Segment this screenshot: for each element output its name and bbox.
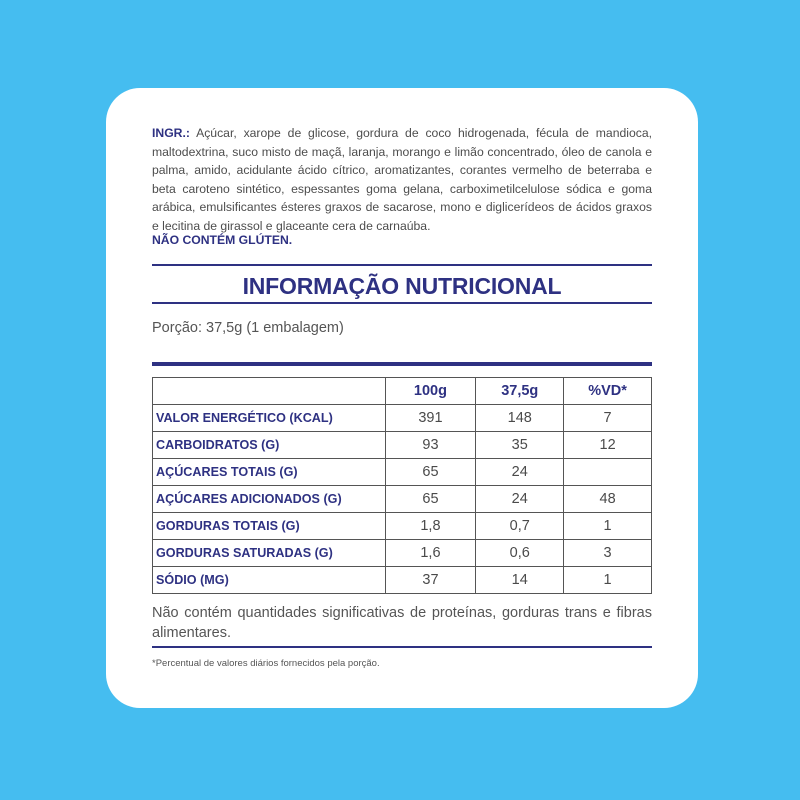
nutrition-table [152, 377, 652, 594]
ingredients-list: Açúcar, xarope de glicose, gordura de coco hidrogenada, fécula de mandioca, maltodextrina, suco misto de maçã, laranja, morango e limão concentrado, óleo de canola e palma, amido, acidulante ácido cítrico, aromatizantes, corantes vermelho de beterraba e beta caroteno sintético, espessantes goma gelana, carboximetilcelulose sódica e goma arábica, emulsificantes ésteres graxos de sacarose, mono e diglicerídeos de ácidos graxos e lecitina de girassol e glaceante cera de carnaúba. [152, 126, 652, 233]
row-label: CARBOIDRATOS (G) [153, 432, 386, 459]
row-vd: 3 [564, 540, 652, 567]
ingredients-text [152, 124, 652, 236]
row-vd: 1 [564, 513, 652, 540]
header-vd: %VD* [564, 378, 652, 405]
header-100g: 100g [385, 378, 476, 405]
nutrition-title: INFORMAÇÃO NUTRICIONAL [242, 273, 562, 299]
row-vd: 1 [564, 567, 652, 594]
title-top-rule [152, 264, 652, 266]
row-vd [564, 459, 652, 486]
table-row [153, 459, 652, 486]
table-row [153, 486, 652, 513]
portion-text: Porção: 37,5g (1 embalagem) [152, 320, 344, 336]
row-label: AÇÚCARES TOTAIS (G) [153, 459, 386, 486]
row-per-portion: 0,6 [476, 540, 564, 567]
row-label: SÓDIO (MG) [153, 567, 386, 594]
row-per-portion: 14 [476, 567, 564, 594]
nutrition-label-card [106, 88, 698, 708]
table-row [153, 567, 652, 594]
row-per100: 391 [385, 405, 476, 432]
row-per100: 1,8 [385, 513, 476, 540]
row-vd: 48 [564, 486, 652, 513]
title-bottom-rule [152, 302, 652, 304]
table-row [153, 432, 652, 459]
row-per-portion: 24 [476, 486, 564, 513]
row-per-portion: 0,7 [476, 513, 564, 540]
header-portion: 37,5g [476, 378, 564, 405]
row-vd: 12 [564, 432, 652, 459]
row-per100: 93 [385, 432, 476, 459]
row-label: VALOR ENERGÉTICO (KCAL) [153, 405, 386, 432]
row-per100: 37 [385, 567, 476, 594]
table-top-rule [152, 362, 652, 366]
nutrition-note: Não contém quantidades significativas de proteínas, gorduras trans e fibras alimentares. [152, 605, 652, 641]
table-row [153, 405, 652, 432]
gluten-notice: NÃO CONTÉM GLÚTEN. [152, 233, 293, 247]
header-empty [153, 378, 386, 405]
vd-footnote: *Percentual de valores diários fornecidos pela porção. [152, 658, 380, 669]
row-label: GORDURAS SATURADAS (G) [153, 540, 386, 567]
table-row [153, 540, 652, 567]
table-header-row [153, 378, 652, 405]
row-per100: 65 [385, 459, 476, 486]
ingredients-lead: INGR.: [152, 126, 190, 140]
row-label: GORDURAS TOTAIS (G) [153, 513, 386, 540]
row-per100: 1,6 [385, 540, 476, 567]
table-row [153, 513, 652, 540]
footnote-rule [152, 646, 652, 648]
row-per100: 65 [385, 486, 476, 513]
row-label: AÇÚCARES ADICIONADOS (G) [153, 486, 386, 513]
row-per-portion: 24 [476, 459, 564, 486]
row-per-portion: 148 [476, 405, 564, 432]
row-vd: 7 [564, 405, 652, 432]
row-per-portion: 35 [476, 432, 564, 459]
